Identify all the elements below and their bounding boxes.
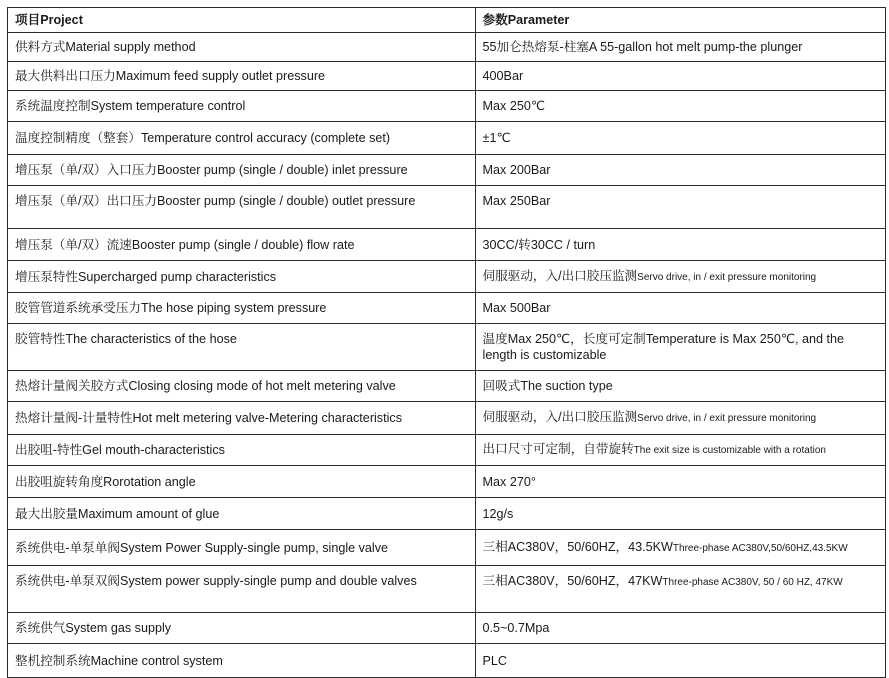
header-project: 项目Project — [8, 8, 476, 33]
project-cell: 最大供料出口压力Maximum feed supply outlet pressure — [8, 62, 476, 91]
table-row — [8, 33, 886, 62]
parameter-cell — [475, 466, 885, 498]
table-row — [8, 186, 886, 229]
parameter-cell — [475, 122, 885, 155]
table-row — [8, 91, 886, 122]
parameter-value: 55加仑热熔泵-柱塞A 55-gallon hot melt pump-the plunger — [482, 40, 803, 54]
project-cell: 增压泵（单/双）入口压力Booster pump (single / double) inlet pressure — [8, 155, 476, 186]
parameter-cell — [475, 644, 885, 678]
spec-table — [7, 7, 886, 678]
parameter-value: ±1℃ — [482, 131, 511, 145]
parameter-value: Max 270° — [482, 474, 536, 489]
project-cell: 出胶咀旋转角度Rorotation angle — [8, 466, 476, 498]
parameter-cell — [475, 229, 885, 261]
parameter-value: 伺服驱动，入/出口胶压监测 — [482, 410, 638, 424]
parameter-cell — [475, 62, 885, 91]
parameter-value: Max 250Bar — [482, 194, 551, 208]
parameter-value: 伺服驱动，入/出口胶压监测 — [482, 268, 638, 283]
project-cell: 出胶咀-特性Gel mouth-characteristics — [8, 435, 476, 466]
parameter-value-note: Three-phase AC380V,50/60HZ,43.5KW — [672, 542, 848, 554]
parameter-value: 三相AC380V，50/60HZ，47KW — [482, 574, 663, 588]
parameter-value: 12g/s — [482, 506, 514, 521]
table-row — [8, 466, 886, 498]
parameter-value: Max 200Bar — [482, 163, 551, 177]
parameter-cell — [475, 402, 885, 435]
parameter-cell — [475, 33, 885, 62]
table-row — [8, 566, 886, 613]
parameter-value: Max 250℃ — [482, 99, 545, 113]
parameter-cell — [475, 261, 885, 293]
table-row — [8, 293, 886, 324]
parameter-value: 回吸式The suction type — [482, 379, 613, 393]
header-parameter: 参数Parameter — [475, 8, 885, 33]
project-cell: 增压泵（单/双）流速Booster pump (single / double) flow rate — [8, 229, 476, 261]
parameter-cell — [475, 186, 885, 229]
parameter-cell — [475, 613, 885, 644]
project-cell: 系统供电-单泵单阀System Power Supply-single pump, single valve — [8, 530, 476, 566]
parameter-cell — [475, 155, 885, 186]
parameter-cell — [475, 530, 885, 566]
table-row — [8, 402, 886, 435]
project-cell: 整机控制系统Machine control system — [8, 644, 476, 678]
parameter-value: 0.5~0.7Mpa — [482, 621, 550, 635]
project-cell: 热熔计量阀关胶方式Closing closing mode of hot melt metering valve — [8, 371, 476, 402]
parameter-cell — [475, 435, 885, 466]
table-row — [8, 62, 886, 91]
table-row — [8, 498, 886, 530]
parameter-value: PLC — [482, 653, 508, 668]
parameter-cell — [475, 293, 885, 324]
table-row — [8, 122, 886, 155]
project-cell: 增压泵特性Supercharged pump characteristics — [8, 261, 476, 293]
parameter-value: Max 500Bar — [482, 301, 551, 315]
parameter-value-note: Three-phase AC380V, 50 / 60 HZ, 47KW — [662, 577, 843, 588]
table-row — [8, 371, 886, 402]
table-row — [8, 261, 886, 293]
project-cell: 系统供电-单泵双阀System power supply-single pump and double valves — [8, 566, 476, 613]
parameter-value: 400Bar — [482, 69, 524, 83]
parameter-cell — [475, 324, 885, 371]
parameter-value: 30CC/转30CC / turn — [482, 237, 596, 252]
parameter-value: 出口尺寸可定制，自带旋转 — [482, 442, 634, 456]
project-cell: 系统供气System gas supply — [8, 613, 476, 644]
project-cell: 供料方式Material supply method — [8, 33, 476, 62]
project-cell: 温度控制精度（整套）Temperature control accuracy (complete set) — [8, 122, 476, 155]
project-cell: 热熔计量阀-计量特性Hot melt metering valve-Metering characteristics — [8, 402, 476, 435]
table-row — [8, 324, 886, 371]
project-cell: 系统温度控制System temperature control — [8, 91, 476, 122]
project-cell: 增压泵（单/双）出口压力Booster pump (single / double) outlet pressure — [8, 186, 476, 229]
parameter-value: 三相AC380V，50/60HZ，43.5KW — [482, 539, 673, 554]
parameter-cell — [475, 91, 885, 122]
parameter-value-note: Servo drive, in / exit pressure monitoring — [637, 271, 817, 283]
parameter-value-note: The exit size is customizable with a rotation — [633, 445, 826, 456]
project-cell: 胶管特性The characteristics of the hose — [8, 324, 476, 371]
table-row — [8, 229, 886, 261]
table-row — [8, 155, 886, 186]
table-row — [8, 530, 886, 566]
parameter-cell — [475, 566, 885, 613]
parameter-cell — [475, 498, 885, 530]
table-row — [8, 435, 886, 466]
table-row — [8, 644, 886, 678]
parameter-value-note: Servo drive, in / exit pressure monitoring — [637, 413, 817, 424]
project-cell: 胶管管道系统承受压力The hose piping system pressure — [8, 293, 476, 324]
table-row — [8, 613, 886, 644]
parameter-value: 温度Max 250℃，长度可定制Temperature is Max 250℃, and the length is customizable — [482, 332, 844, 362]
parameter-cell — [475, 371, 885, 402]
table-header-row — [8, 8, 886, 33]
project-cell: 最大出胶量Maximum amount of glue — [8, 498, 476, 530]
